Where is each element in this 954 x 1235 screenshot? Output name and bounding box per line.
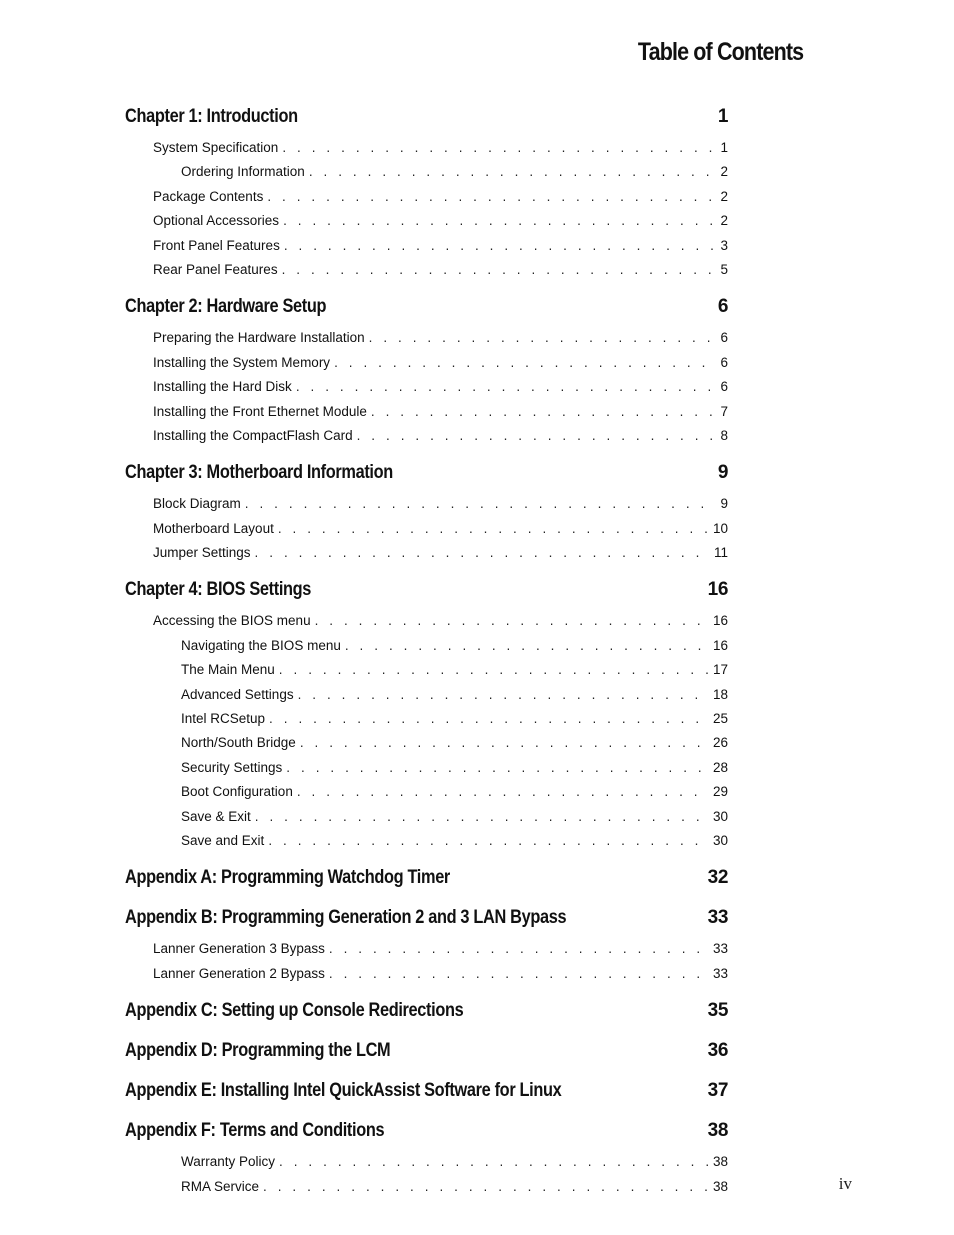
entry-title: Installing the Hard Disk (153, 379, 292, 395)
dot-leader (283, 209, 716, 233)
toc-chapter[interactable] (125, 460, 728, 486)
toc-entry[interactable] (125, 351, 728, 375)
entry-page-number: 6 (720, 330, 728, 346)
entry-page-number: 6 (720, 379, 728, 395)
chapter-title: Chapter 3: Motherboard Information (125, 462, 393, 484)
toc-entry[interactable] (125, 400, 728, 424)
entry-title: Package Contents (153, 188, 264, 204)
entry-page-number: 16 (712, 613, 728, 629)
chapter-page-number: 9 (717, 462, 728, 484)
dot-leader (267, 185, 716, 209)
toc-entry[interactable] (125, 185, 728, 209)
entry-title: Optional Accessories (153, 213, 280, 229)
dot-leader (263, 1175, 709, 1199)
toc-entry-list (125, 609, 728, 853)
dot-leader (334, 351, 716, 375)
dot-leader (357, 424, 716, 448)
entry-page-number: 26 (712, 735, 728, 751)
entry-page-number: 2 (720, 213, 728, 229)
entry-page-number: 30 (712, 832, 728, 848)
toc-entry[interactable] (125, 731, 728, 755)
entry-page-number: 28 (712, 759, 728, 775)
entry-title: Installing the CompactFlash Card (153, 427, 353, 443)
chapter-page-number: 1 (717, 106, 728, 127)
toc-entry[interactable] (125, 707, 728, 731)
toc-entry[interactable] (125, 209, 728, 233)
entry-title: System Specification (153, 140, 279, 155)
toc-entry[interactable] (125, 962, 728, 986)
dot-leader (279, 658, 709, 682)
dot-leader (279, 1150, 709, 1174)
toc-entry[interactable] (125, 375, 728, 399)
table-of-contents (125, 104, 728, 1211)
toc-entry[interactable] (125, 634, 728, 658)
entry-title: Motherboard Layout (153, 520, 274, 536)
dot-leader (282, 258, 716, 282)
entry-page-number: 2 (720, 188, 728, 204)
chapter-title: Appendix C: Setting up Console Redirections (125, 1000, 464, 1022)
toc-entry[interactable] (125, 136, 728, 160)
entry-title: Ordering Information (181, 164, 305, 180)
entry-page-number: 38 (712, 1178, 728, 1194)
toc-chapter[interactable] (125, 577, 728, 603)
entry-page-number: 17 (712, 662, 728, 678)
entry-page-number: 25 (712, 711, 728, 727)
chapter-page-number: 35 (707, 1000, 728, 1022)
entry-title: Boot Configuration (181, 784, 293, 800)
toc-chapter[interactable] (125, 1038, 728, 1064)
toc-entry[interactable] (125, 160, 728, 184)
toc-entry[interactable] (125, 234, 728, 258)
entry-title: The Main Menu (181, 662, 275, 678)
entry-page-number: 10 (712, 520, 728, 536)
dot-leader (298, 683, 709, 707)
toc-chapter[interactable] (125, 865, 728, 891)
chapter-page-number: 38 (707, 1120, 728, 1142)
dot-leader (297, 780, 709, 804)
entry-title: Jumper Settings (153, 545, 251, 561)
entry-title: Lanner Generation 2 Bypass (153, 965, 325, 981)
chapter-page-number: 36 (707, 1040, 728, 1062)
entry-page-number: 33 (712, 941, 728, 957)
entry-title: Preparing the Hardware Installation (153, 330, 365, 346)
chapter-page-number: 32 (707, 867, 728, 889)
entry-title: Front Panel Features (153, 237, 280, 253)
toc-entry[interactable] (125, 424, 728, 448)
entry-page-number: 2 (720, 164, 728, 180)
dot-leader (286, 756, 709, 780)
toc-entry[interactable] (125, 517, 728, 541)
toc-chapter[interactable] (125, 1078, 728, 1104)
toc-entry[interactable] (125, 756, 728, 780)
entry-title: Advanced Settings (181, 686, 294, 702)
chapter-spacer (125, 1024, 728, 1038)
chapter-spacer (125, 891, 728, 905)
dot-leader (269, 707, 709, 731)
entry-page-number: 5 (720, 261, 728, 277)
entry-title: Save & Exit (181, 808, 251, 824)
entry-page-number: 18 (712, 686, 728, 702)
toc-chapter[interactable] (125, 294, 728, 320)
chapter-title: Appendix B: Programming Generation 2 and 3 LAN Bypass (125, 907, 567, 929)
entry-title: Installing the System Memory (153, 354, 331, 370)
entry-title: Lanner Generation 3 Bypass (153, 941, 325, 957)
entry-title: North/South Bridge (181, 735, 296, 751)
entry-title: Accessing the BIOS menu (153, 613, 311, 629)
dot-leader (278, 517, 709, 541)
entry-title: Security Settings (181, 759, 283, 775)
toc-chapter[interactable] (125, 1118, 728, 1144)
toc-entry[interactable] (125, 609, 728, 633)
dot-leader (329, 937, 709, 961)
entry-page-number: 30 (712, 808, 728, 824)
toc-entry-list (125, 1150, 728, 1199)
chapter-page-number: 33 (707, 907, 728, 929)
chapter-title: Appendix E: Installing Intel QuickAssist Software for Linux (125, 1080, 562, 1102)
toc-entry[interactable] (125, 937, 728, 961)
toc-entry[interactable] (125, 780, 728, 804)
chapter-spacer (125, 1104, 728, 1118)
chapter-page-number: 16 (707, 579, 728, 601)
dot-leader (245, 492, 716, 516)
entry-page-number: 33 (712, 965, 728, 981)
dot-leader (315, 609, 709, 633)
entry-title: Save and Exit (181, 832, 265, 848)
dot-leader (296, 375, 716, 399)
entry-title: Block Diagram (153, 496, 241, 512)
chapter-title: Chapter 4: BIOS Settings (125, 579, 312, 601)
dot-leader (371, 400, 716, 424)
dot-leader (268, 829, 709, 853)
toc-entry[interactable] (125, 805, 728, 829)
dot-leader (345, 634, 709, 658)
chapter-spacer (125, 1064, 728, 1078)
toc-entry[interactable] (125, 1150, 728, 1174)
entry-page-number: 9 (720, 496, 728, 512)
page-title: Table of Contents (637, 38, 803, 66)
entry-page-number: 6 (720, 354, 728, 370)
entry-page-number: 16 (712, 637, 728, 653)
dot-leader (309, 160, 716, 184)
toc-entry[interactable] (125, 541, 728, 565)
entry-title: Warranty Policy (181, 1154, 276, 1170)
chapter-page-number: 6 (717, 296, 728, 318)
toc-chapter[interactable] (125, 998, 728, 1024)
toc-entry[interactable] (125, 492, 728, 516)
dot-leader (329, 962, 709, 986)
chapter-title: Appendix D: Programming the LCM (125, 1040, 391, 1062)
chapter-page-number: 37 (707, 1080, 728, 1102)
entry-page-number: 8 (720, 427, 728, 443)
entry-title: RMA Service (181, 1178, 260, 1194)
entry-page-number: 11 (713, 545, 728, 561)
dot-leader (255, 541, 710, 565)
chapter-title: Appendix F: Terms and Conditions (125, 1120, 385, 1142)
toc-entry-list (125, 326, 728, 448)
dot-leader (300, 731, 709, 755)
chapter-title: Chapter 1: Introduction (125, 106, 298, 127)
entry-title: Navigating the BIOS menu (181, 637, 341, 653)
toc-entry-list (125, 937, 728, 986)
toc-entry[interactable] (125, 326, 728, 350)
entry-page-number: 1 (720, 140, 728, 155)
toc-entry[interactable] (125, 658, 728, 682)
entry-title: Intel RCSetup (181, 711, 266, 727)
toc-chapter[interactable] (125, 104, 728, 130)
toc-entry[interactable] (125, 829, 728, 853)
toc-entry-list (125, 492, 728, 565)
toc-chapter[interactable] (125, 905, 728, 931)
toc-entry[interactable] (125, 258, 728, 282)
entry-page-number: 29 (712, 784, 728, 800)
entry-title: Rear Panel Features (153, 261, 278, 277)
entry-page-number: 7 (720, 403, 728, 419)
entry-page-number: 38 (712, 1154, 728, 1170)
page-number: iv (838, 1174, 852, 1193)
chapter-title: Appendix A: Programming Watchdog Timer (125, 867, 450, 889)
dot-leader (369, 326, 716, 350)
dot-leader (282, 136, 716, 160)
toc-entry[interactable] (125, 1175, 728, 1199)
entry-title: Installing the Front Ethernet Module (153, 403, 367, 419)
chapter-title: Chapter 2: Hardware Setup (125, 296, 327, 318)
toc-entry-list (125, 136, 728, 282)
entry-page-number: 3 (720, 237, 728, 253)
toc-entry[interactable] (125, 683, 728, 707)
dot-leader (284, 234, 716, 258)
dot-leader (255, 805, 709, 829)
